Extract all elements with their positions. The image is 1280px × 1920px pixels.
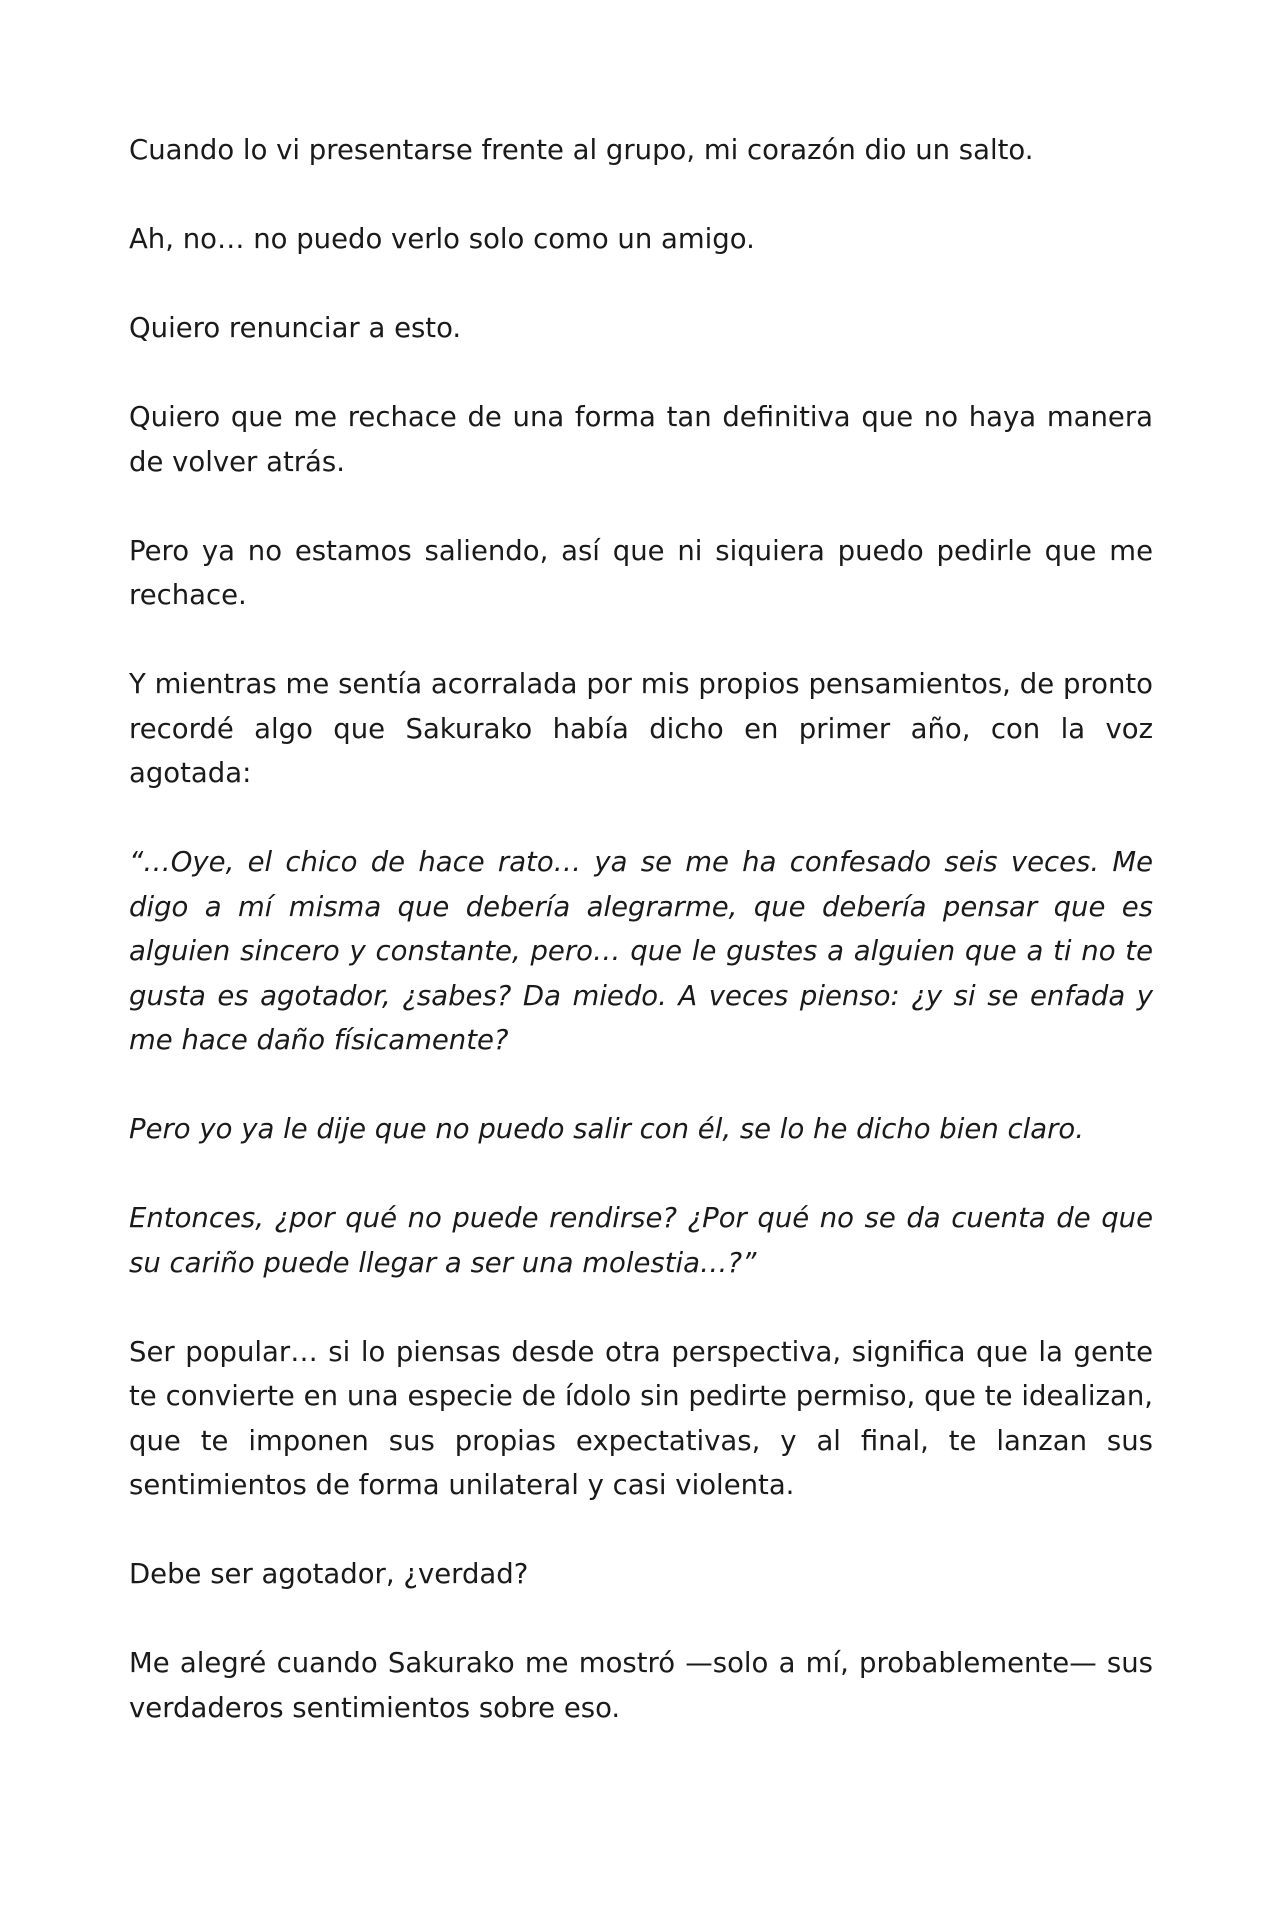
paragraph: Debe ser agotador, ¿verdad?	[129, 1558, 529, 1590]
quoted-paragraph: Pero yo ya le dije que no puedo salir con él, se lo he dicho bien claro.	[129, 1113, 1084, 1145]
paragraph: Me alegré cuando Sakurako me mostró —solo a mí, probablemente— sus verdaderos sentimientos sobre eso.	[129, 1647, 1153, 1724]
paragraph: Cuando lo vi presentarse frente al grupo, mi corazón dio un salto.	[129, 134, 1034, 166]
paragraph: Quiero que me rechace de una forma tan definitiva que no haya manera de volver atrás.	[129, 401, 1153, 478]
paragraph: Quiero renunciar a esto.	[129, 312, 462, 344]
paragraph: Y mientras me sentía acorralada por mis propios pensamientos, de pronto recordé algo que Sakurako había dicho en primer año, con la voz agotada:	[129, 668, 1153, 789]
quoted-paragraph: “…Oye, el chico de hace rato… ya se me ha confesado seis veces. Me digo a mí misma que debería alegrarme, que debería pensar que es alguien sincero y constante, pero… que le gustes a alguien que a ti no te gusta es agotador, ¿sabes? Da miedo. A veces pienso: ¿y si se enfada y me hace daño físicamente?	[129, 846, 1153, 1056]
paragraph: Pero ya no estamos saliendo, así que ni siquiera puedo pedirle que me rechace.	[129, 534, 1153, 611]
paragraph: Ah, no… no puedo verlo solo como un amigo.	[129, 223, 755, 255]
quoted-paragraph: Entonces, ¿por qué no puede rendirse? ¿Por qué no se da cuenta de que su cariño puede llegar a ser una molestia…?”	[129, 1202, 1153, 1279]
paragraph: Ser popular… si lo piensas desde otra perspectiva, significa que la gente te convierte en una especie de ídolo sin pedirte permiso, que te idealizan, que te imponen sus propias expectativas, y al final, te lanzan sus sentimientos de forma unilateral y casi violenta.	[129, 1335, 1153, 1501]
document-page	[129, 128, 1153, 1775]
